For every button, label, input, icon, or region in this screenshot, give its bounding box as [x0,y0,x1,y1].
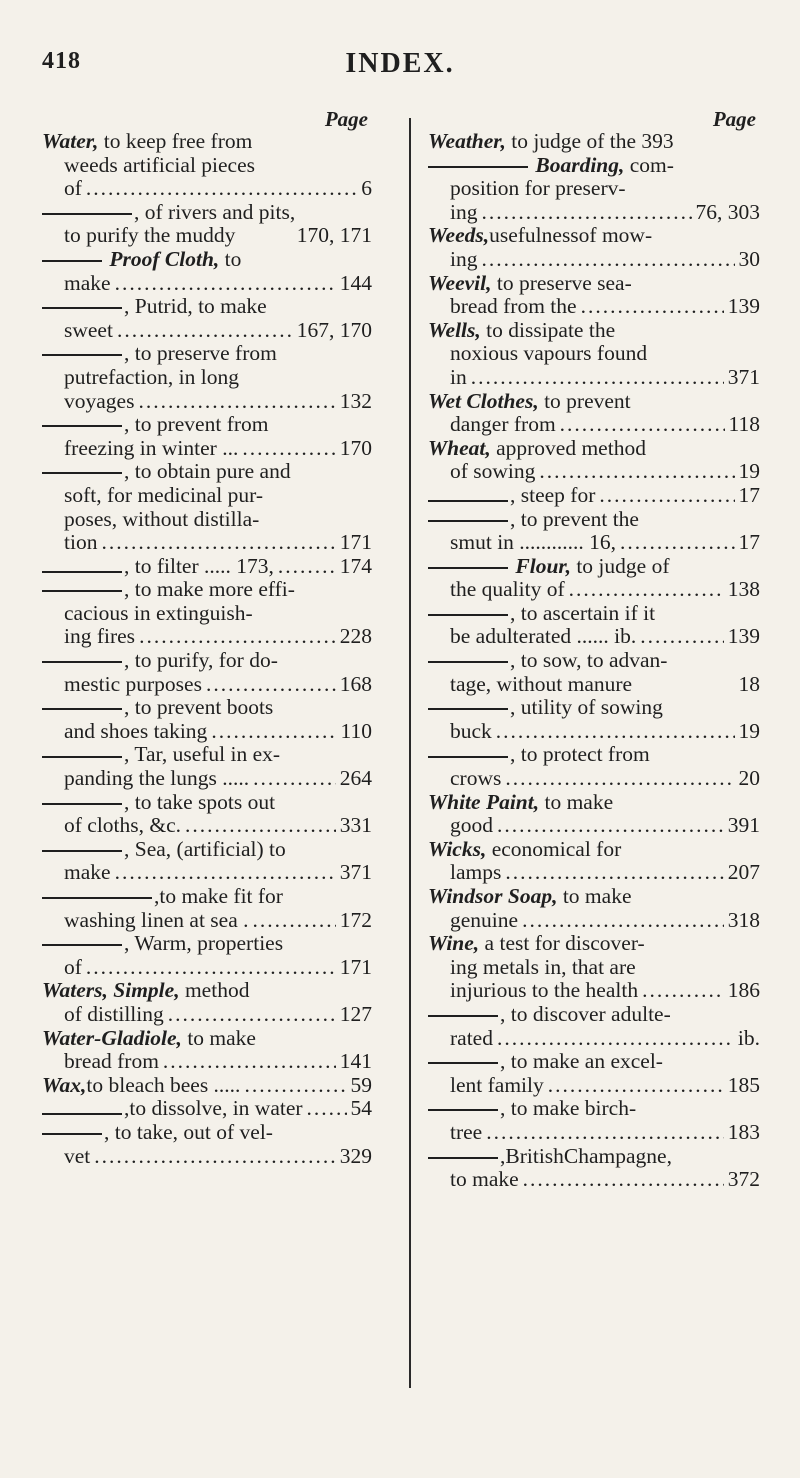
entry-text: , to make more effi- [124,577,295,602]
leader-dots [496,720,735,744]
entry-text: injurious to the health [450,978,639,1003]
index-entry [42,248,372,295]
entry-text: , to take spots out [124,789,276,814]
entry-text: to purify the muddy 170, 171 [64,223,372,248]
entry-text: crows [450,766,502,791]
entry-text: and shoes taking [64,718,208,743]
leader-dots [497,814,724,838]
page-reference: 168 [339,671,372,696]
index-column-left [42,108,372,1168]
entry-text: tree [450,1119,483,1144]
index-entry [428,437,760,484]
page-reference: 207 [727,860,760,885]
column-page-label: Page [324,107,368,131]
index-entry [428,838,760,885]
entry-text: , to obtain pure and [124,459,291,484]
index-entry [42,460,372,554]
page-reference: 141 [339,1049,372,1074]
entry-text: , to prevent boots [124,695,274,720]
entry-text: good [450,813,493,838]
ditto-dash [42,307,122,309]
index-entry [428,1050,760,1097]
ditto-dash [42,1133,102,1135]
ditto-dash [42,590,122,592]
page-reference: 139 [727,294,760,319]
entry-text: bread from [64,1049,159,1074]
entry-text: com- [624,152,674,177]
entry-text: ing [450,246,478,271]
index-entry [42,1027,372,1074]
entry-text: usefulnessof mow- [489,223,653,248]
entry-text: position for preserv- [450,176,626,201]
entry-keyword: White Paint, [428,789,540,814]
entry-text: , to make an excel- [500,1049,663,1074]
entry-text: , to filter ..... 173, [124,553,274,578]
leader-dots [163,1050,336,1074]
entry-text: the quality of [450,577,565,602]
leader-dots [211,720,336,744]
page-reference: 17 [738,482,760,507]
index-entry [42,696,372,743]
entry-text: , Tar, useful in ex- [124,742,281,767]
leader-dots [523,1168,724,1192]
entry-text: , steep for [510,482,596,507]
page-reference: 20 [738,766,760,791]
entry-text: lamps [450,860,502,885]
page-reference: 186 [727,978,760,1003]
entry-text: soft, for medicinal pur- [64,482,263,507]
entry-text: make [64,270,111,295]
ditto-dash [428,1062,498,1064]
index-entry [428,602,760,649]
entry-text: make [64,860,111,885]
leader-dots [497,1027,734,1051]
index-entry [42,130,372,201]
entry-text: , to ascertain if it [510,600,656,625]
entry-text: ,to dissolve, in water [124,1096,303,1121]
entry-text: of cloths, &c. [64,813,182,838]
index-entry [428,696,760,743]
entry-keyword: Wheat, [428,435,491,460]
leader-dots [548,1074,724,1098]
page-reference: 228 [339,624,372,649]
entry-keyword: Water, [42,129,99,153]
entry-text: tage, without manure 18 [450,671,760,696]
entry-text: , Sea, (artificial) to [124,836,286,861]
page-reference: 19 [738,459,760,484]
page-reference: 264 [339,766,372,791]
leader-dots [244,1074,346,1098]
entry-text: of distilling [64,1001,164,1026]
index-entry [428,272,760,319]
index-entry [42,649,372,696]
leader-dots [117,319,293,343]
entry-keyword: Boarding, [530,152,625,177]
ditto-dash [42,1113,122,1115]
index-entry [428,390,760,437]
entry-text: , of rivers and pits, [134,199,296,224]
leader-dots [599,484,734,508]
entry-text: ,to make fit for [154,884,283,908]
page-reference: 110 [340,718,372,743]
page-reference: 132 [339,388,372,413]
page-reference: 30 [738,246,760,271]
entry-text: in [450,364,467,389]
leader-dots [253,909,336,933]
leader-dots [86,956,336,980]
entry-text: danger from [450,412,556,437]
entry-text: to make [539,789,614,814]
entry-keyword: Weevil, [428,270,492,295]
leader-dots [539,460,734,484]
entry-text: ing metals in, that are [450,954,636,979]
entry-text: to preserve sea- [491,270,632,295]
ditto-dash [42,425,122,427]
leader-dots [115,861,336,885]
entry-keyword: Wine, [428,931,480,956]
entry-text: method [179,978,250,1003]
entry-text: to prevent [538,388,631,413]
ditto-dash [42,354,122,356]
ditto-dash [428,166,528,168]
entry-text: to judge of [570,553,670,578]
entry-keyword: Waters, Simple, [42,978,180,1003]
index-entry [42,932,372,979]
page-reference: 19 [738,718,760,743]
leader-dots [185,814,336,838]
page-reference: 118 [728,412,760,437]
leader-dots [139,625,336,649]
entry-text: to make [450,1167,519,1192]
page-reference: 174 [339,553,372,578]
leader-dots [471,366,724,390]
index-entry [42,743,372,790]
ditto-dash [42,571,122,573]
leader-dots [94,1145,335,1169]
leader-dots [101,531,335,555]
index-entry [428,649,760,696]
leader-dots [640,625,723,649]
column-divider [409,118,411,1388]
index-entry [42,885,372,932]
leader-dots [560,413,725,437]
entry-text: economical for [486,836,622,861]
entry-keyword: Wax, [42,1072,87,1097]
page-reference: 170, 171 [296,223,372,248]
entry-keyword: Weeds, [428,223,490,248]
page-reference: 183 [727,1119,760,1144]
index-entry [42,413,372,460]
entry-text: to make [557,884,632,908]
leader-dots [505,861,723,885]
entry-text: cacious in extinguish- [64,600,253,625]
leader-dots [86,177,357,201]
ditto-dash [428,661,508,663]
entry-text: to [219,246,242,271]
entry-text: smut in ............ 16, [450,530,617,555]
page-reference: 185 [727,1072,760,1097]
entry-text: poses, without distilla- [64,506,260,531]
ditto-dash [428,520,508,522]
index-column-right [428,108,760,1192]
entry-text: be adulterated ...... ib. [450,624,637,649]
leader-dots [115,272,336,296]
index-entry [42,201,372,248]
entry-text: ing fires [64,624,136,649]
entry-text: lent family [450,1072,544,1097]
leader-dots [278,555,336,579]
ditto-dash [42,850,122,852]
page-reference: 329 [339,1143,372,1168]
entry-text: , Putrid, to make [124,294,267,319]
ditto-dash [42,260,102,262]
entry-text: , utility of sowing [510,695,663,720]
entry-text: to dissipate the [480,317,616,342]
ditto-dash [428,1157,498,1159]
entry-text: , to take, out of vel- [104,1119,273,1144]
ditto-dash [42,661,122,663]
page-title: INDEX. [345,48,455,79]
page-reference: 391 [727,813,760,838]
leader-dots [642,979,724,1003]
leader-dots [481,201,691,225]
page-reference: 139 [727,624,760,649]
index-entry [428,743,760,790]
index-entry [428,555,760,602]
entry-keyword: Wells, [428,317,481,342]
index-entry [42,1097,372,1121]
ditto-dash [42,708,122,710]
index-entry [42,295,372,342]
ditto-dash [42,472,122,474]
ditto-dash [428,500,508,502]
index-entry [42,342,372,413]
column-page-label: Page [712,107,756,131]
entry-text: to judge of the 393 [505,129,674,153]
leader-dots [206,673,336,697]
page-reference: 171 [339,954,372,979]
index-entry [428,224,760,271]
entry-text: ,BritishChampagne, [500,1143,672,1168]
page-reference: 59 [350,1072,372,1097]
ditto-dash [428,567,508,569]
entry-text: weeds artificial pieces [64,152,256,177]
page-reference: 170 [339,435,372,460]
page-reference: 18 [738,671,760,696]
entry-text: rated [450,1025,493,1050]
leader-dots [168,1003,336,1027]
entry-text: , to discover adulte- [500,1001,671,1026]
leader-dots [138,390,335,414]
leader-dots [569,578,724,602]
index-entry [428,1145,760,1192]
ditto-dash [428,1015,498,1017]
ditto-dash [428,614,508,616]
page-reference: 172 [339,907,372,932]
page-reference: 17 [738,530,760,555]
ditto-dash [42,803,122,805]
entry-text: , to preserve from [124,341,277,366]
index-entry [42,979,372,1026]
page-reference: 54 [350,1096,372,1121]
index-entry [428,508,760,555]
index-entry [42,555,372,579]
entry-text: sweet [64,317,113,342]
index-entry [428,154,760,225]
entry-text: tion [64,530,98,555]
page-reference: 167, 170 [296,317,372,342]
page-reference: 144 [339,270,372,295]
entry-text: voyages [64,388,135,413]
leader-dots [307,1097,347,1121]
entry-text: , to purify, for do- [124,648,278,673]
index-entry [428,791,760,838]
entry-text: of sowing [450,459,536,484]
ditto-dash [428,1109,498,1111]
entry-text: mestic purposes [64,671,202,696]
entry-keyword: Windsor Soap, [428,884,558,908]
entry-text: ing [450,199,478,224]
entry-text: , to sow, to advan- [510,648,668,673]
index-entry [428,130,760,154]
entry-text: panding the lungs ..... [64,766,250,791]
leader-dots [242,437,335,461]
index-entry [428,932,760,1003]
entry-keyword: Flour, [510,553,571,578]
leader-dots [522,909,724,933]
page-reference: 138 [727,577,760,602]
page-reference: 371 [727,364,760,389]
entry-keyword: Water-Gladiole, [42,1025,182,1050]
entry-text: , to prevent from [124,412,269,437]
index-entry [428,1097,760,1144]
entry-text: , to prevent the [510,506,639,531]
index-entry [42,1121,372,1168]
index-entry [428,319,760,390]
entry-keyword: Wicks, [428,836,487,861]
ditto-dash [42,897,152,899]
page-reference: 318 [727,907,760,932]
entry-text: genuine [450,907,519,932]
page-reference: 76, 303 [695,199,760,224]
entry-text: to make [181,1025,256,1050]
page-reference: 171 [339,530,372,555]
index-entry [428,484,760,508]
page-reference: ib. [737,1025,760,1050]
page-reference: 331 [339,813,372,838]
entry-text: , to make birch- [500,1096,637,1121]
entry-text: bread from the [450,294,577,319]
entry-keyword: Weather, [428,129,506,153]
leader-dots [253,767,336,791]
leader-dots [481,248,734,272]
page-reference: 371 [339,860,372,885]
entry-text: putrefaction, in long [64,364,239,389]
leader-dots [581,295,724,319]
ditto-dash [428,756,508,758]
leader-dots [620,531,734,555]
index-entry [42,578,372,649]
ditto-dash [428,708,508,710]
entry-text: a test for discover- [479,931,645,956]
entry-keyword: Wet Clothes, [428,388,539,413]
entry-text: washing linen at sea . [64,907,249,932]
entry-text: of [64,176,82,201]
entry-text: approved method [490,435,646,460]
index-entry [42,838,372,885]
page-reference: 372 [727,1167,760,1192]
index-entry [42,791,372,838]
entry-text: to bleach bees ..... [86,1072,241,1097]
entry-text: , to protect from [510,742,650,767]
entry-text: , Warm, properties [124,931,284,956]
index-entry [428,885,760,932]
page-reference: 6 [361,176,372,201]
entry-text: freezing in winter ... [64,435,239,460]
leader-dots [486,1121,724,1145]
entry-text: of [64,954,82,979]
page-number: 418 [42,48,81,74]
index-entry [42,1074,372,1098]
page-reference: 127 [339,1001,372,1026]
ditto-dash [42,756,122,758]
entry-keyword: Proof Cloth, [104,246,220,271]
leader-dots [505,767,734,791]
ditto-dash [42,213,132,215]
entry-text: buck [450,718,492,743]
entry-text: vet [64,1143,91,1168]
index-entry [428,1003,760,1050]
entry-text: noxious vapours found [450,341,648,366]
entry-text: to keep free from [98,129,253,153]
page-header [0,48,800,88]
ditto-dash [42,944,122,946]
